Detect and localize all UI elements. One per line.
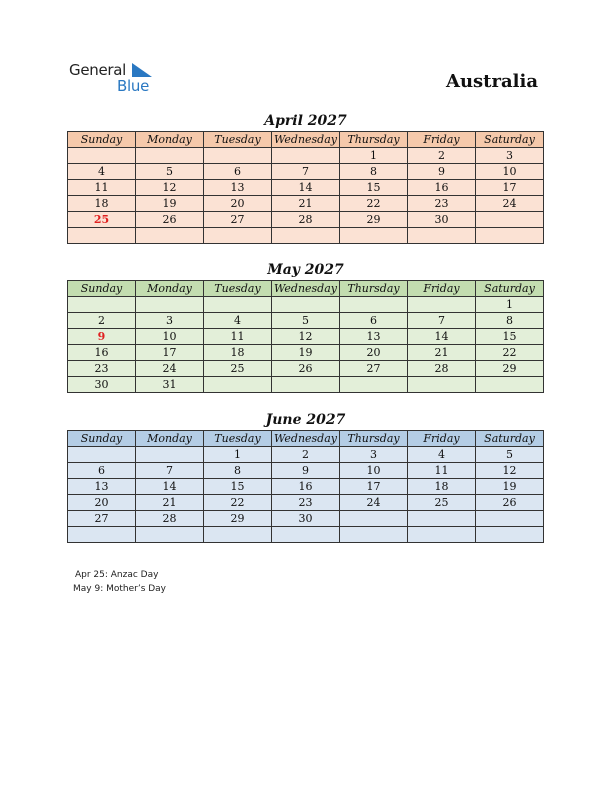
- day-cell: 7: [408, 313, 476, 329]
- week-row: [68, 377, 544, 393]
- month-april: [67, 111, 544, 244]
- day-cell: 26: [272, 361, 340, 377]
- weekday-header-row: [68, 132, 544, 148]
- weekday-header: Tuesday: [204, 281, 272, 297]
- weekday-header: Friday: [408, 431, 476, 447]
- day-cell: 22: [340, 196, 408, 212]
- week-row: [68, 495, 544, 511]
- weekday-header: Wednesday: [272, 431, 340, 447]
- month-title: June 2027: [265, 412, 346, 428]
- day-cell: 21: [408, 345, 476, 361]
- day-cell: [272, 148, 340, 164]
- day-cell: 10: [136, 329, 204, 345]
- logo-triangle-icon: [132, 63, 152, 77]
- month-title: May 2027: [267, 262, 344, 278]
- day-cell: 4: [68, 164, 136, 180]
- weekday-header: Tuesday: [204, 431, 272, 447]
- day-cell: [68, 297, 136, 313]
- day-cell: 2: [68, 313, 136, 329]
- day-cell: 21: [272, 196, 340, 212]
- weekday-header: Friday: [408, 281, 476, 297]
- day-cell: [272, 377, 340, 393]
- day-cell: [272, 228, 340, 244]
- calendar-table: [67, 280, 544, 393]
- week-row: [68, 329, 544, 345]
- day-cell: 12: [272, 329, 340, 345]
- calendar-table: [67, 430, 544, 543]
- day-cell: 8: [204, 463, 272, 479]
- weekday-header: Sunday: [68, 431, 136, 447]
- week-row: [68, 164, 544, 180]
- day-cell: 13: [340, 329, 408, 345]
- day-cell: [136, 527, 204, 543]
- weekday-header: Wednesday: [272, 132, 340, 148]
- day-cell: 28: [136, 511, 204, 527]
- day-cell: 10: [340, 463, 408, 479]
- day-cell: 8: [476, 313, 544, 329]
- day-cell: 24: [476, 196, 544, 212]
- day-cell: 25: [204, 361, 272, 377]
- weekday-header-row: [68, 281, 544, 297]
- day-cell: 14: [408, 329, 476, 345]
- day-cell: [136, 447, 204, 463]
- day-cell: 3: [136, 313, 204, 329]
- day-cell: [476, 511, 544, 527]
- day-cell: 27: [68, 511, 136, 527]
- day-cell: 3: [340, 447, 408, 463]
- day-cell: 8: [340, 164, 408, 180]
- day-cell: [68, 228, 136, 244]
- logo-text-general: General: [69, 61, 127, 79]
- weekday-header: Thursday: [340, 281, 408, 297]
- day-cell: 30: [272, 511, 340, 527]
- weekday-header: Saturday: [476, 132, 544, 148]
- day-cell: [476, 527, 544, 543]
- day-cell: 2: [408, 148, 476, 164]
- day-cell: 7: [272, 164, 340, 180]
- day-cell: 19: [476, 479, 544, 495]
- day-cell: 30: [68, 377, 136, 393]
- day-cell: [272, 527, 340, 543]
- day-cell: 23: [272, 495, 340, 511]
- day-cell: 12: [136, 180, 204, 196]
- weekday-header: Sunday: [68, 132, 136, 148]
- day-cell: 26: [476, 495, 544, 511]
- day-cell: 6: [340, 313, 408, 329]
- week-row: [68, 447, 544, 463]
- day-cell: 22: [476, 345, 544, 361]
- day-cell: 9: [272, 463, 340, 479]
- week-row: [68, 228, 544, 244]
- day-cell: [340, 297, 408, 313]
- day-cell: 15: [204, 479, 272, 495]
- day-cell: 15: [340, 180, 408, 196]
- weekday-header: Thursday: [340, 132, 408, 148]
- day-cell: [408, 527, 476, 543]
- holiday-note: May 9: Mother’s Day: [73, 584, 167, 594]
- day-cell: 24: [340, 495, 408, 511]
- day-cell: 11: [204, 329, 272, 345]
- day-cell: 19: [272, 345, 340, 361]
- day-cell: [476, 228, 544, 244]
- day-cell: 1: [476, 297, 544, 313]
- day-cell: 25: [68, 212, 136, 228]
- week-row: [68, 196, 544, 212]
- day-cell: 9: [408, 164, 476, 180]
- day-cell: 27: [204, 212, 272, 228]
- day-cell: [68, 148, 136, 164]
- logo-text-blue: Blue: [117, 77, 149, 95]
- weekday-header: Monday: [136, 281, 204, 297]
- holiday-notes: [75, 568, 166, 596]
- week-row: [68, 212, 544, 228]
- month-june: [67, 410, 544, 543]
- day-cell: 12: [476, 463, 544, 479]
- week-row: [68, 361, 544, 377]
- day-cell: [204, 527, 272, 543]
- day-cell: 18: [204, 345, 272, 361]
- day-cell: 13: [68, 479, 136, 495]
- calendar-table: [67, 131, 544, 244]
- week-row: [68, 148, 544, 164]
- day-cell: 11: [68, 180, 136, 196]
- day-cell: 7: [136, 463, 204, 479]
- day-cell: 13: [204, 180, 272, 196]
- week-row: [68, 313, 544, 329]
- day-cell: [476, 377, 544, 393]
- day-cell: 29: [340, 212, 408, 228]
- day-cell: 16: [408, 180, 476, 196]
- weekday-header: Friday: [408, 132, 476, 148]
- day-cell: [68, 447, 136, 463]
- day-cell: 17: [340, 479, 408, 495]
- day-cell: 21: [136, 495, 204, 511]
- day-cell: 15: [476, 329, 544, 345]
- weekday-header: Thursday: [340, 431, 408, 447]
- day-cell: 31: [136, 377, 204, 393]
- day-cell: 10: [476, 164, 544, 180]
- day-cell: 30: [408, 212, 476, 228]
- day-cell: 27: [340, 361, 408, 377]
- day-cell: 3: [476, 148, 544, 164]
- brand-logo: [69, 61, 169, 95]
- country-title: Australia: [446, 71, 538, 92]
- day-cell: 24: [136, 361, 204, 377]
- day-cell: [136, 297, 204, 313]
- day-cell: 5: [476, 447, 544, 463]
- weekday-header: Monday: [136, 431, 204, 447]
- day-cell: [204, 148, 272, 164]
- holiday-note: Apr 25: Anzac Day: [75, 570, 159, 580]
- weekday-header: Saturday: [476, 281, 544, 297]
- day-cell: 14: [272, 180, 340, 196]
- week-row: [68, 463, 544, 479]
- day-cell: 11: [408, 463, 476, 479]
- weekday-header: Saturday: [476, 431, 544, 447]
- day-cell: 5: [136, 164, 204, 180]
- day-cell: 6: [204, 164, 272, 180]
- day-cell: 23: [68, 361, 136, 377]
- day-cell: 18: [68, 196, 136, 212]
- day-cell: [340, 511, 408, 527]
- week-row: [68, 180, 544, 196]
- weekday-header: Monday: [136, 132, 204, 148]
- day-cell: 16: [272, 479, 340, 495]
- weekday-header-row: [68, 431, 544, 447]
- day-cell: [204, 297, 272, 313]
- day-cell: 5: [272, 313, 340, 329]
- day-cell: [340, 228, 408, 244]
- day-cell: 16: [68, 345, 136, 361]
- day-cell: [272, 297, 340, 313]
- day-cell: [408, 511, 476, 527]
- week-row: [68, 345, 544, 361]
- week-row: [68, 479, 544, 495]
- week-row: [68, 511, 544, 527]
- day-cell: 17: [476, 180, 544, 196]
- day-cell: 28: [408, 361, 476, 377]
- day-cell: 20: [204, 196, 272, 212]
- day-cell: [136, 228, 204, 244]
- day-cell: 29: [204, 511, 272, 527]
- day-cell: 18: [408, 479, 476, 495]
- day-cell: 14: [136, 479, 204, 495]
- day-cell: 22: [204, 495, 272, 511]
- day-cell: [340, 527, 408, 543]
- day-cell: [408, 228, 476, 244]
- day-cell: 1: [204, 447, 272, 463]
- day-cell: 23: [408, 196, 476, 212]
- day-cell: [408, 297, 476, 313]
- day-cell: 20: [68, 495, 136, 511]
- day-cell: 9: [68, 329, 136, 345]
- day-cell: 1: [340, 148, 408, 164]
- month-may: [67, 260, 544, 393]
- day-cell: [340, 377, 408, 393]
- week-row: [68, 297, 544, 313]
- day-cell: 28: [272, 212, 340, 228]
- weekday-header: Tuesday: [204, 132, 272, 148]
- day-cell: 6: [68, 463, 136, 479]
- day-cell: 17: [136, 345, 204, 361]
- month-title: April 2027: [264, 113, 347, 129]
- day-cell: 29: [476, 361, 544, 377]
- day-cell: [476, 212, 544, 228]
- day-cell: [68, 527, 136, 543]
- day-cell: [204, 377, 272, 393]
- day-cell: [408, 377, 476, 393]
- weekday-header: Wednesday: [272, 281, 340, 297]
- day-cell: 4: [204, 313, 272, 329]
- day-cell: 25: [408, 495, 476, 511]
- day-cell: 4: [408, 447, 476, 463]
- day-cell: 19: [136, 196, 204, 212]
- day-cell: 26: [136, 212, 204, 228]
- day-cell: 20: [340, 345, 408, 361]
- week-row: [68, 527, 544, 543]
- day-cell: [204, 228, 272, 244]
- day-cell: [136, 148, 204, 164]
- weekday-header: Sunday: [68, 281, 136, 297]
- day-cell: 2: [272, 447, 340, 463]
